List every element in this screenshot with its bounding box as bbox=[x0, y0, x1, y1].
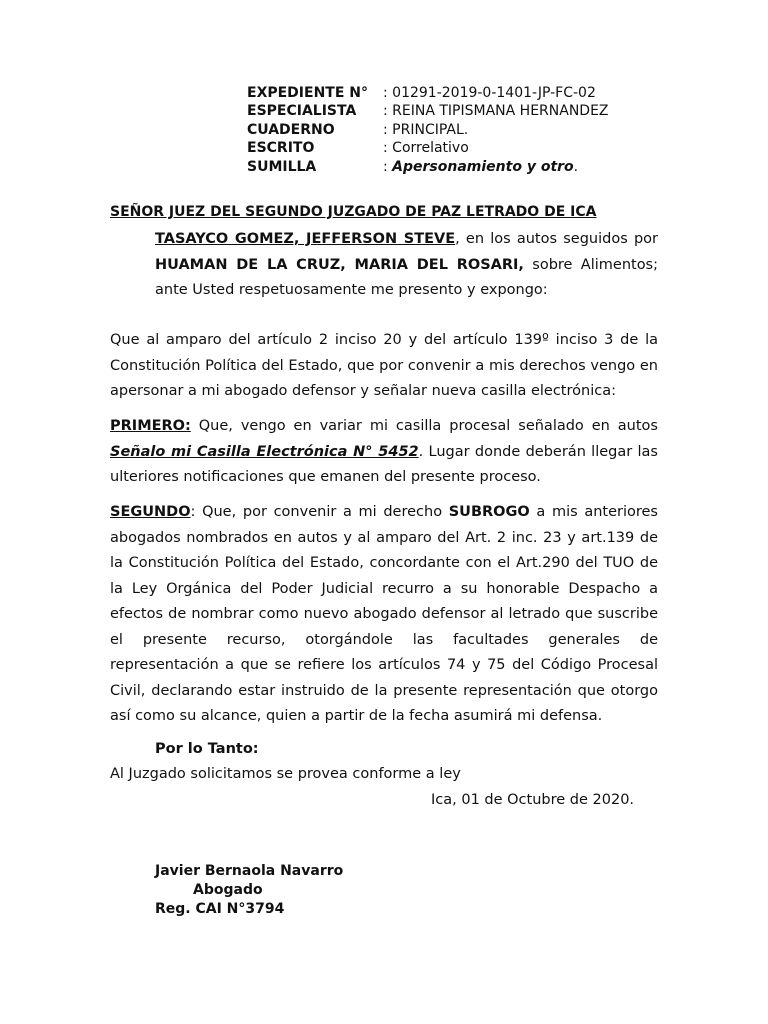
segundo-label: SEGUNDO bbox=[110, 504, 191, 520]
header-label: ESPECIALISTA bbox=[247, 103, 357, 120]
segundo-text-1: : Que, por convenir a mi derecho bbox=[190, 504, 449, 520]
header-row-escrito bbox=[247, 139, 609, 157]
header-value: : Correlativo bbox=[383, 140, 469, 157]
header-row-expediente bbox=[247, 84, 609, 102]
header-value: : PRINCIPAL. bbox=[383, 121, 469, 138]
sumilla-suffix: . bbox=[573, 158, 579, 175]
subrogo-emphasis: SUBROGO bbox=[448, 504, 530, 520]
primero-text-2: . Lugar donde deberán llegar las ulteriores notificaciones que emanen del presente proceso. bbox=[110, 443, 658, 485]
casilla-electronica-emphasis: Señalo mi Casilla Electrónica N° 5452 bbox=[110, 443, 419, 460]
header-value: : 01291-2019-0-1401-JP-FC-02 bbox=[383, 85, 596, 101]
por-lo-tanto-heading: Por lo Tanto: bbox=[155, 741, 259, 757]
header-label: CUADERNO bbox=[247, 121, 335, 138]
signature-block bbox=[155, 862, 343, 919]
segundo-text-2: a mis anteriores abogados nombrados en autos y al amparo del Art. 2 inc. 23 y art.139 de la Constitución Política del Estado, concordante con el Art.290 del TUO de la Ley Orgánica del Poder Judicial recurro a su honorable Despacho a efectos de nombrar como nuevo abogado defensor al letrado que suscribe el presente recurso, otorgándole las facultades generales de representación a que se refiere los artículos 74 y 75 del Código Procesal Civil, declarando estar instruido de la presente representación que otorgo así como su alcance, quien a partir de la fecha asumirá mi defensa. bbox=[110, 504, 658, 724]
header-label: EXPEDIENTE N° bbox=[247, 85, 368, 101]
sumilla-emphasis: Apersonamiento y otro bbox=[392, 158, 574, 175]
paragraph-segundo bbox=[110, 500, 658, 730]
signatory-name: Javier Bernaola Navarro bbox=[155, 863, 344, 879]
case-header bbox=[247, 84, 609, 176]
paragraph-primero bbox=[110, 414, 658, 491]
header-row-especialista bbox=[247, 102, 609, 120]
opposing-party-name: HUAMAN DE LA CRUZ, MARIA DEL ROSARI, bbox=[155, 256, 524, 273]
bar-registration: Reg. CAI N°3794 bbox=[155, 901, 285, 917]
signatory-role: Abogado bbox=[193, 882, 263, 898]
sumilla-prefix: : bbox=[383, 158, 393, 175]
header-label: ESCRITO bbox=[247, 140, 315, 157]
paragraph-legal-basis: Que al amparo del artículo 2 inciso 20 y del artículo 139º inciso 3 de la Constitución Política del Estado, que por convenir a mis derechos vengo en apersonar a mi abogado defensor y señalar nueva casilla electrónica: bbox=[110, 332, 658, 399]
header-row-cuaderno bbox=[247, 121, 609, 139]
addressee-heading: SEÑOR JUEZ DEL SEGUNDO JUZGADO DE PAZ LETRADO DE ICA bbox=[110, 204, 597, 220]
header-value bbox=[383, 158, 578, 176]
header-value: : REINA TIPISMANA HERNANDEZ bbox=[383, 103, 609, 120]
header-row-sumilla bbox=[247, 158, 609, 176]
petitioner-name: TASAYCO GOMEZ, JEFFERSON STEVE bbox=[155, 231, 456, 247]
intro-text-2: sobre Alimentos; ante Usted respetuosamente me presento y expongo: bbox=[155, 256, 658, 298]
primero-text-1: Que, vengo en variar mi casilla procesal señalado en autos bbox=[190, 418, 658, 434]
intro-text-1: , en los autos seguidos por bbox=[455, 231, 658, 247]
primero-label: PRIMERO: bbox=[110, 418, 191, 434]
header-label: SUMILLA bbox=[247, 158, 317, 175]
intro-paragraph bbox=[155, 227, 658, 304]
document-date: Ica, 01 de Octubre de 2020. bbox=[431, 792, 635, 808]
closing-request: Al Juzgado solicitamos se provea conforme a ley bbox=[110, 766, 461, 782]
